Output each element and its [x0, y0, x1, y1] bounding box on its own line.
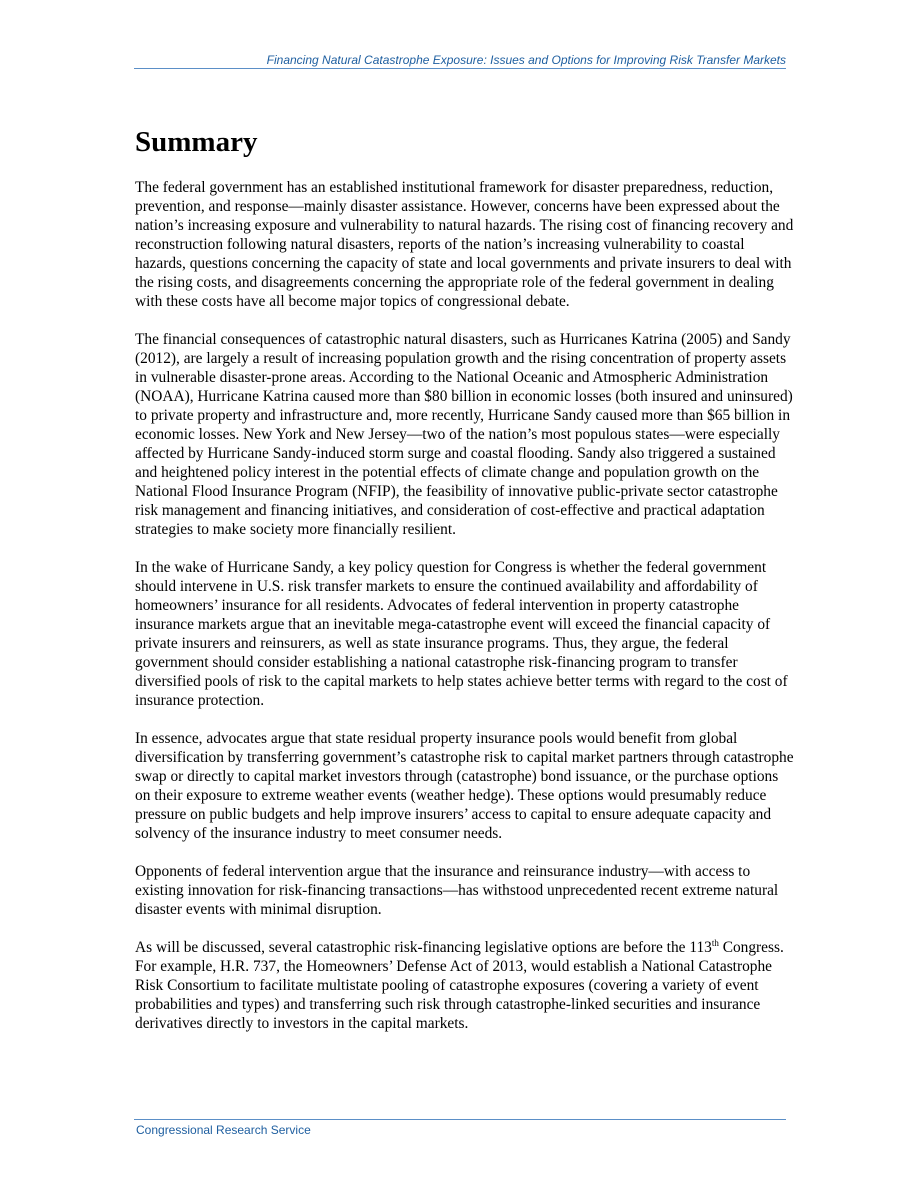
paragraph-4: In essence, advocates argue that state residual property insurance pools would benefit from global diversification by transferring government’s catastrophe risk to capital market partners through catastrophe swap or directly to capital market investors through (catastrophe) bond issuance, or the purchase options on their exposure to extreme weather events (weather hedge). These options would presumably reduce pressure on public budgets and help improve insurers’ access to capital to ensure adequate capacity and solvency of the insurance industry to meet consumer needs.: [135, 730, 794, 842]
ordinal-superscript: th: [711, 937, 719, 948]
footer-organization: Congressional Research Service: [136, 1123, 311, 1137]
running-header: Financing Natural Catastrophe Exposure: Issues and Options for Improving Risk Transfer Markets: [266, 53, 786, 67]
page-title: Summary: [135, 126, 258, 158]
paragraph-3: In the wake of Hurricane Sandy, a key policy question for Congress is whether the federal government should intervene in U.S. risk transfer markets to ensure the continued availability and affordability of homeowners’ insurance for all residents. Advocates of federal intervention in property catastrophe insurance markets argue that an inevitable mega-catastrophe event will exceed the financial capacity of private insurers and reinsurers, as well as state insurance programs. Thus, they argue, the federal government should consider establishing a national catastrophe risk-financing program to transfer diversified pools of risk to the capital markets to help states achieve better terms with regard to the cost of insurance protection.: [135, 559, 788, 709]
paragraph-5: Opponents of federal intervention argue that the insurance and reinsurance industry—with access to existing innovation for risk-financing transactions—has withstood unprecedented recent extreme natural disaster events with minimal disruption.: [135, 863, 779, 918]
paragraph-2: The financial consequences of catastrophic natural disasters, such as Hurricanes Katrina (2005) and Sandy (2012), are largely a result of increasing population growth and the rising concentration of property assets in vulnerable disaster-prone areas. According to the National Oceanic and Atmospheric Administration (NOAA), Hurricane Katrina caused more than $80 billion in economic losses (both insured and uninsured) to private property and infrastructure and, more recently, Hurricane Sandy caused more than $65 billion in economic losses. New York and New Jersey—two of the nation’s most populous states—were especially affected by Hurricane Sandy-induced storm surge and coastal flooding. Sandy also triggered a sustained and heightened policy interest in the potential effects of climate change and population growth on the National Flood Insurance Program (NFIP), the feasibility of innovative public-private sector catastrophe risk management and financing initiatives, and consideration of cost-effective and practical adaptation strategies to make society more financially resilient.: [135, 331, 793, 538]
paragraph-6: [135, 938, 795, 1033]
paragraph-6-end: Congress. For example, H.R. 737, the Homeowners’ Defense Act of 2013, would establish a National Catastrophe Risk Consortium to facilitate multistate pooling of catastrophe exposures (covering a variety of event probabilities and types) and transferring such risk through catastrophe-linked securities and insurance derivatives directly to investors in the capital markets.: [135, 939, 784, 1032]
summary-body: [135, 178, 795, 1052]
footer-divider: [134, 1119, 786, 1120]
header-divider: [134, 68, 786, 69]
paragraph-6-start: As will be discussed, several catastrophic risk-financing legislative options are before the 113: [135, 939, 712, 956]
paragraph-1: The federal government has an established institutional framework for disaster preparedness, reduction, prevention, and response—mainly disaster assistance. However, concerns have been expressed about the nation’s increasing exposure and vulnerability to natural hazards. The rising cost of financing recovery and reconstruction following natural disasters, reports of the nation’s increasing vulnerability to coastal hazards, questions concerning the capacity of state and local governments and private insurers to deal with the rising costs, and disagreements concerning the appropriate role of the federal government in dealing with these costs have all become major topics of congressional debate.: [135, 179, 794, 310]
